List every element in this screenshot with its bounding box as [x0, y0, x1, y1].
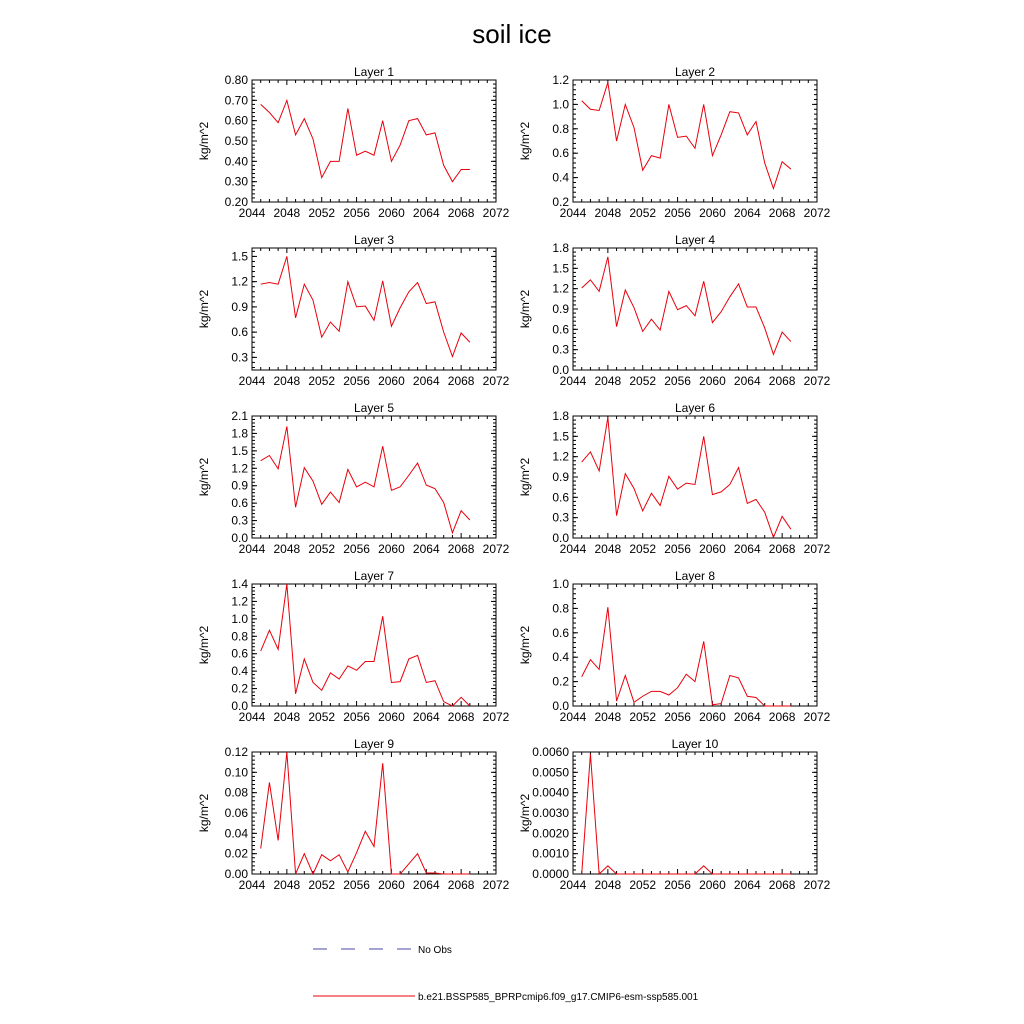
x-tick-label: 2048 — [273, 878, 301, 892]
panel-layer-10 — [518, 737, 831, 892]
y-tick-label: 0.08 — [224, 785, 248, 800]
y-tick-label: 1.5 — [231, 443, 248, 458]
y-tick-label: 1.8 — [552, 241, 569, 255]
x-tick-label: 2052 — [308, 710, 336, 724]
series-line — [261, 426, 470, 532]
x-tick-label: 2068 — [768, 542, 796, 556]
panel-layer-9 — [197, 737, 510, 892]
panel-layer-6 — [518, 401, 831, 556]
y-tick-label: 0.2 — [552, 674, 569, 689]
y-tick-label: 0.6 — [552, 322, 569, 337]
x-tick-label: 2072 — [803, 206, 831, 220]
series-line — [261, 584, 470, 706]
panel-layer-7 — [197, 569, 510, 724]
plot-frame — [573, 584, 817, 706]
figure-title: soil ice — [472, 19, 552, 49]
panel-layer-8 — [518, 569, 831, 724]
y-axis-label: kg/m^2 — [518, 793, 532, 833]
panels — [197, 65, 831, 892]
y-axis-label: kg/m^2 — [518, 457, 532, 497]
x-tick-label: 2056 — [343, 374, 370, 388]
y-axis-label: kg/m^2 — [518, 289, 532, 329]
y-tick-label: 0.6 — [552, 625, 569, 640]
y-tick-label: 0.2 — [231, 681, 248, 696]
y-tick-label: 0.6 — [231, 496, 248, 511]
x-tick-label: 2056 — [664, 374, 691, 388]
y-tick-label: 0.8 — [552, 601, 569, 616]
y-tick-label: 0.6 — [552, 146, 569, 161]
y-tick-label: 0.0040 — [532, 785, 569, 800]
x-tick-label: 2056 — [664, 710, 691, 724]
x-tick-label: 2072 — [803, 542, 831, 556]
x-tick-label: 2048 — [594, 878, 622, 892]
x-tick-label: 2056 — [343, 206, 370, 220]
y-tick-label: 1.2 — [552, 73, 569, 87]
x-tick-label: 2072 — [482, 206, 510, 220]
x-tick-label: 2048 — [273, 374, 301, 388]
x-tick-label: 2044 — [559, 206, 587, 220]
x-tick-label: 2064 — [412, 878, 440, 892]
x-tick-label: 2048 — [273, 542, 301, 556]
y-tick-label: 0.0 — [552, 363, 569, 377]
x-tick-label: 2072 — [482, 878, 510, 892]
x-tick-label: 2068 — [447, 542, 475, 556]
x-tick-label: 2064 — [412, 206, 440, 220]
y-tick-label: 0.60 — [224, 113, 248, 128]
x-tick-label: 2048 — [594, 206, 622, 220]
y-tick-label: 0.0020 — [532, 826, 569, 841]
x-tick-label: 2064 — [733, 374, 761, 388]
y-tick-label: 0.10 — [224, 765, 248, 780]
x-tick-label: 2056 — [664, 542, 691, 556]
series-line — [582, 754, 791, 874]
x-tick-label: 2044 — [559, 710, 587, 724]
x-tick-label: 2052 — [308, 542, 336, 556]
y-tick-label: 0.0010 — [532, 846, 569, 861]
x-tick-label: 2072 — [803, 710, 831, 724]
x-tick-label: 2048 — [594, 374, 622, 388]
x-tick-label: 2072 — [803, 374, 831, 388]
x-tick-label: 2068 — [768, 206, 796, 220]
y-tick-label: 0.40 — [224, 154, 248, 169]
y-tick-label: 0.9 — [552, 302, 569, 316]
panel-title: Layer 3 — [353, 233, 395, 247]
y-tick-label: 0.3 — [231, 350, 248, 365]
series-line — [582, 417, 791, 537]
y-axis-label: kg/m^2 — [197, 625, 211, 665]
x-tick-label: 2064 — [733, 542, 761, 556]
x-tick-label: 2052 — [308, 878, 336, 892]
x-tick-label: 2064 — [412, 374, 440, 388]
x-tick-label: 2068 — [447, 374, 475, 388]
y-tick-label: 0.6 — [552, 490, 569, 505]
y-tick-label: 1.0 — [552, 577, 569, 591]
x-tick-label: 2060 — [378, 374, 405, 388]
x-tick-label: 2056 — [664, 206, 691, 220]
y-tick-label: 0.3 — [231, 513, 248, 528]
series-line — [261, 752, 470, 874]
y-tick-label: 0.9 — [231, 299, 248, 314]
y-tick-label: 0.00 — [224, 867, 248, 881]
y-tick-label: 0.50 — [224, 134, 248, 148]
plot-frame — [573, 80, 817, 202]
panel-title: Layer 5 — [353, 401, 395, 415]
x-tick-label: 2044 — [238, 206, 266, 220]
y-tick-label: 0.0030 — [532, 806, 569, 820]
x-tick-label: 2044 — [238, 710, 266, 724]
y-tick-label: 1.8 — [552, 409, 569, 423]
x-tick-label: 2056 — [343, 542, 370, 556]
y-tick-label: 0.30 — [224, 174, 248, 189]
x-tick-label: 2052 — [629, 542, 657, 556]
x-tick-label: 2068 — [447, 878, 475, 892]
x-tick-label: 2060 — [699, 206, 726, 220]
y-axis-label: kg/m^2 — [197, 793, 211, 833]
x-tick-label: 2064 — [412, 542, 440, 556]
x-tick-label: 2072 — [803, 878, 831, 892]
x-tick-label: 2068 — [768, 710, 796, 724]
x-tick-label: 2048 — [594, 542, 622, 556]
x-tick-label: 2060 — [378, 206, 405, 220]
series-line — [582, 607, 791, 706]
y-tick-label: 1.2 — [552, 281, 569, 296]
x-tick-label: 2060 — [699, 542, 726, 556]
y-tick-label: 1.4 — [231, 577, 248, 591]
x-tick-label: 2044 — [238, 374, 266, 388]
x-tick-label: 2060 — [699, 878, 726, 892]
panel-title: Layer 1 — [353, 65, 395, 79]
y-tick-label: 0.4 — [552, 650, 569, 665]
x-tick-label: 2060 — [378, 710, 405, 724]
x-tick-label: 2072 — [482, 374, 510, 388]
y-tick-label: 0.12 — [224, 745, 248, 759]
y-tick-label: 1.2 — [231, 461, 248, 476]
x-tick-label: 2064 — [412, 710, 440, 724]
panel-layer-5 — [197, 401, 510, 556]
x-tick-label: 2044 — [238, 542, 266, 556]
x-tick-label: 2048 — [594, 710, 622, 724]
y-tick-label: 0.8 — [231, 629, 248, 644]
y-tick-label: 0.0 — [231, 699, 248, 713]
y-tick-label: 0.3 — [552, 342, 569, 357]
x-tick-label: 2052 — [308, 374, 336, 388]
panel-layer-2 — [518, 65, 831, 220]
y-tick-label: 0.80 — [224, 73, 248, 87]
x-tick-label: 2056 — [343, 878, 370, 892]
y-axis-label: kg/m^2 — [518, 121, 532, 161]
y-tick-label: 1.2 — [552, 449, 569, 464]
x-tick-label: 2052 — [629, 878, 657, 892]
x-tick-label: 2048 — [273, 710, 301, 724]
y-tick-label: 1.5 — [231, 249, 248, 264]
panel-title: Layer 8 — [674, 569, 716, 583]
x-tick-label: 2048 — [273, 206, 301, 220]
y-tick-label: 0.20 — [224, 195, 248, 209]
x-tick-label: 2056 — [664, 878, 691, 892]
x-tick-label: 2060 — [378, 542, 405, 556]
y-tick-label: 0.2 — [552, 195, 569, 209]
y-tick-label: 0.6 — [231, 325, 248, 340]
y-tick-label: 0.6 — [231, 646, 248, 661]
x-tick-label: 2044 — [559, 374, 587, 388]
x-tick-label: 2052 — [308, 206, 336, 220]
y-axis-label: kg/m^2 — [518, 625, 532, 665]
y-tick-label: 2.1 — [231, 409, 248, 423]
x-tick-label: 2064 — [733, 206, 761, 220]
series-line — [582, 82, 791, 188]
y-tick-label: 0.9 — [552, 470, 569, 484]
y-tick-label: 1.0 — [231, 611, 248, 626]
panel-title: Layer 6 — [674, 401, 716, 415]
y-tick-label: 0.0000 — [532, 867, 569, 881]
y-tick-label: 0.02 — [224, 846, 248, 861]
x-tick-label: 2064 — [733, 710, 761, 724]
y-tick-label: 0.06 — [224, 806, 248, 820]
x-tick-label: 2068 — [447, 710, 475, 724]
y-tick-label: 1.2 — [231, 274, 248, 289]
panel-title: Layer 2 — [674, 65, 716, 79]
y-tick-label: 0.4 — [552, 170, 569, 185]
y-axis-label: kg/m^2 — [197, 121, 211, 161]
plot-frame — [573, 248, 817, 370]
y-tick-label: 1.5 — [552, 261, 569, 276]
x-tick-label: 2044 — [238, 878, 266, 892]
y-tick-label: 0.3 — [552, 510, 569, 525]
x-tick-label: 2064 — [733, 878, 761, 892]
y-tick-label: 1.2 — [231, 594, 248, 609]
y-tick-label: 0.0 — [231, 531, 248, 545]
y-tick-label: 1.5 — [552, 429, 569, 444]
series-line — [261, 100, 470, 181]
y-tick-label: 0.0050 — [532, 765, 569, 780]
x-tick-label: 2068 — [768, 374, 796, 388]
y-tick-label: 1.0 — [552, 97, 569, 112]
panel-layer-3 — [197, 233, 510, 388]
y-tick-label: 0.4 — [231, 664, 248, 679]
x-tick-label: 2052 — [629, 710, 657, 724]
panel-title: Layer 7 — [353, 569, 395, 583]
panel-title: Layer 10 — [671, 737, 719, 751]
y-tick-label: 0.8 — [552, 121, 569, 136]
y-axis-label: kg/m^2 — [197, 289, 211, 329]
plot-frame — [252, 416, 496, 538]
y-tick-label: 0.0060 — [532, 745, 569, 759]
x-tick-label: 2060 — [699, 710, 726, 724]
x-tick-label: 2072 — [482, 710, 510, 724]
y-tick-label: 0.9 — [231, 478, 248, 493]
plot-frame — [573, 752, 817, 874]
legend — [313, 945, 699, 1003]
panel-title: Layer 9 — [353, 737, 395, 751]
y-tick-label: 0.0 — [552, 531, 569, 545]
y-tick-label: 0.04 — [224, 826, 248, 841]
x-tick-label: 2044 — [559, 542, 587, 556]
y-tick-label: 0.0 — [552, 699, 569, 713]
panel-layer-1 — [197, 65, 510, 220]
legend-label-model: b.e21.BSSP585_BPRPcmip6.f09_g17.CMIP6-esm-ssp585.001 — [418, 992, 699, 1003]
x-tick-label: 2060 — [699, 374, 726, 388]
y-axis-label: kg/m^2 — [197, 457, 211, 497]
panel-title: Layer 4 — [674, 233, 716, 247]
plot-frame — [252, 80, 496, 202]
series-line — [582, 257, 791, 355]
x-tick-label: 2056 — [343, 710, 370, 724]
panel-layer-4 — [518, 233, 831, 388]
y-tick-label: 0.70 — [224, 93, 248, 108]
x-tick-label: 2052 — [629, 374, 657, 388]
series-line — [261, 256, 470, 356]
x-tick-label: 2068 — [768, 878, 796, 892]
x-tick-label: 2068 — [447, 206, 475, 220]
x-tick-label: 2044 — [559, 878, 587, 892]
legend-label-no-obs: No Obs — [418, 945, 452, 956]
x-tick-label: 2072 — [482, 542, 510, 556]
x-tick-label: 2060 — [378, 878, 405, 892]
x-tick-label: 2052 — [629, 206, 657, 220]
y-tick-label: 1.8 — [231, 426, 248, 441]
